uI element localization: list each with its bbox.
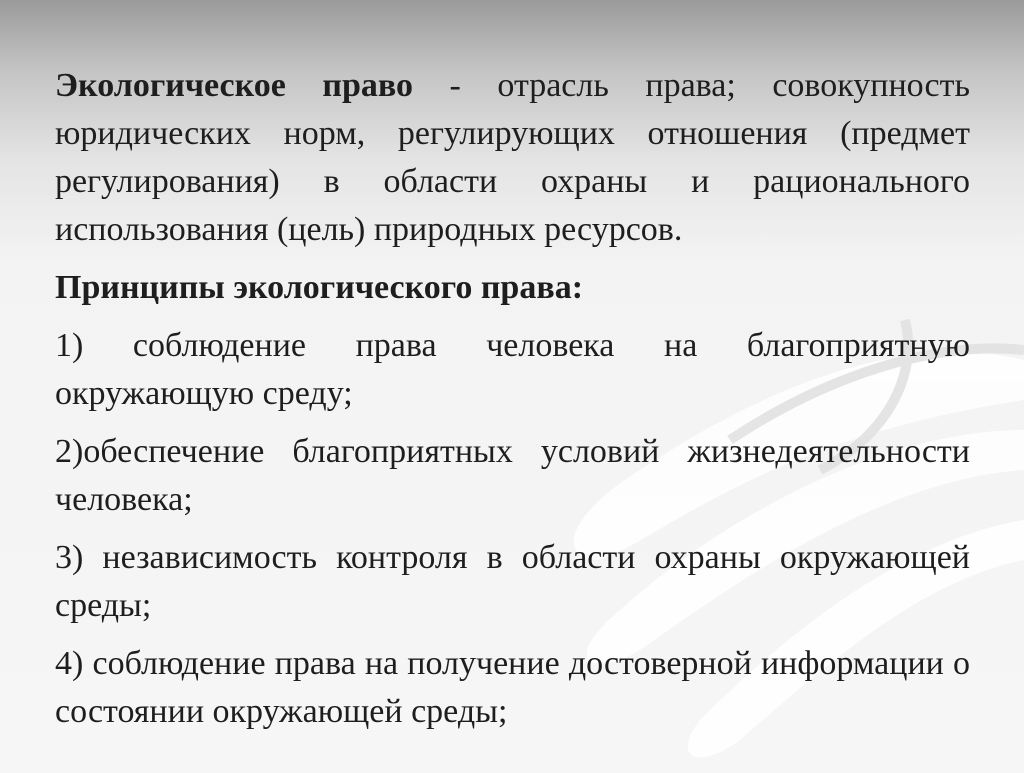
principle-item-2: 2)обеспечение благоприятных условий жизнедеятельности человека; xyxy=(55,433,970,518)
principle-item-4: 4) соблюдение права на получение достоверной информации о состоянии окружающей среды; xyxy=(55,645,970,730)
definition-text: - отрасль права; совокупность юридических норм, регулирующих отношения (предмет регулирования) в области охраны и рационального использования (цель) природных ресурсов. xyxy=(55,67,970,248)
definition-term: Экологическое право xyxy=(55,67,414,104)
principles-heading: Принципы экологического права: xyxy=(55,269,584,306)
principle-item-1: 1) соблюдение права человека на благоприятную окружающую среду; xyxy=(55,327,970,412)
definition-paragraph xyxy=(55,62,970,254)
slide-content xyxy=(55,62,970,736)
principle-item-3: 3) независимость контроля в области охраны окружающей среды; xyxy=(55,539,970,624)
